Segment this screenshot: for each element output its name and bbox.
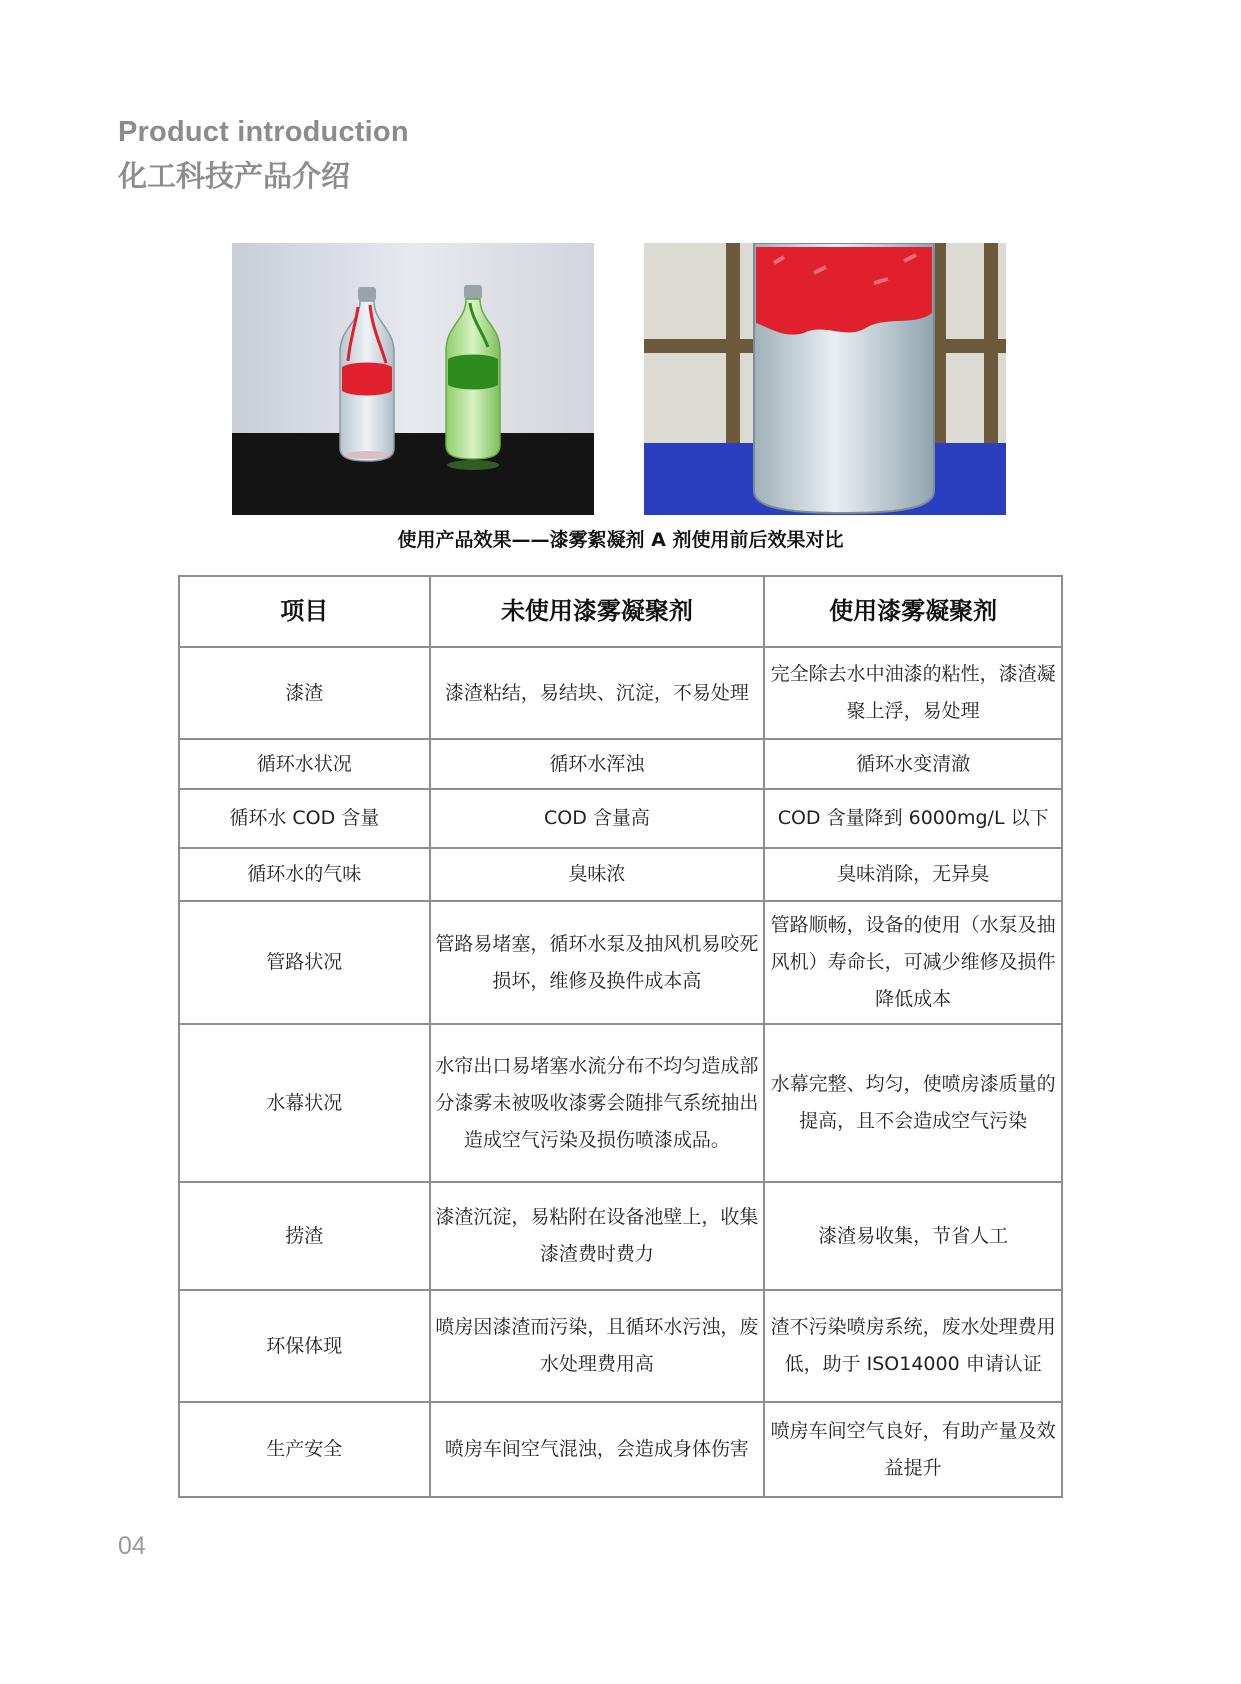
cell-with: 臭味消除，无异臭 bbox=[764, 848, 1062, 901]
photo-jar-closeup bbox=[644, 243, 1006, 515]
table-row bbox=[179, 1182, 1062, 1290]
cell-with: 完全除去水中油漆的粘性，漆渣凝聚上浮，易处理 bbox=[764, 647, 1062, 739]
bottles-illustration bbox=[232, 243, 594, 515]
cell-item: 循环水的气味 bbox=[179, 848, 430, 901]
cell-with: 水幕完整、均匀，使喷房漆质量的提高，且不会造成空气污染 bbox=[764, 1024, 1062, 1182]
cell-with: 循环水变清澈 bbox=[764, 739, 1062, 789]
cell-item: 管路状况 bbox=[179, 901, 430, 1024]
page-number: 04 bbox=[118, 1532, 146, 1560]
table-row bbox=[179, 647, 1062, 739]
cell-with: 喷房车间空气良好，有助产量及效益提升 bbox=[764, 1402, 1062, 1497]
cell-item: 生产安全 bbox=[179, 1402, 430, 1497]
table-row bbox=[179, 848, 1062, 901]
cell-without: 漆渣粘结，易结块、沉淀，不易处理 bbox=[430, 647, 765, 739]
header-without: 未使用漆雾凝聚剂 bbox=[430, 576, 765, 647]
heading-english: Product introduction bbox=[118, 116, 409, 148]
jar-illustration bbox=[644, 243, 1006, 515]
cell-with: 漆渣易收集，节省人工 bbox=[764, 1182, 1062, 1290]
cell-without: 循环水浑浊 bbox=[430, 739, 765, 789]
cell-without: COD 含量高 bbox=[430, 789, 765, 848]
cell-item: 漆渣 bbox=[179, 647, 430, 739]
table-row bbox=[179, 1402, 1062, 1497]
cell-item: 水幕状况 bbox=[179, 1024, 430, 1182]
table-row bbox=[179, 789, 1062, 848]
table-row bbox=[179, 1290, 1062, 1402]
cell-item: 循环水状况 bbox=[179, 739, 430, 789]
cell-item: 捞渣 bbox=[179, 1182, 430, 1290]
cell-without: 水帘出口易堵塞水流分布不均匀造成部分漆雾未被吸收漆雾会随排气系统抽出造成空气污染及损伤喷漆成品。 bbox=[430, 1024, 765, 1182]
header-with: 使用漆雾凝聚剂 bbox=[764, 576, 1062, 647]
cell-with: 渣不污染喷房系统，废水处理费用低，助于 ISO14000 申请认证 bbox=[764, 1290, 1062, 1402]
cell-without: 管路易堵塞，循环水泵及抽风机易咬死损坏，维修及换件成本高 bbox=[430, 901, 765, 1024]
cell-without: 喷房因漆渣而污染，且循环水污浊，废水处理费用高 bbox=[430, 1290, 765, 1402]
cell-item: 环保体现 bbox=[179, 1290, 430, 1402]
figure-caption: 使用产品效果——漆雾絮凝剂 A 剂使用前后效果对比 bbox=[397, 529, 844, 551]
table-row bbox=[179, 901, 1062, 1024]
comparison-table bbox=[178, 575, 1063, 1498]
table-row bbox=[179, 739, 1062, 789]
table-row bbox=[179, 1024, 1062, 1182]
table-header-row bbox=[179, 576, 1062, 647]
cell-with: 管路顺畅，设备的使用（水泵及抽风机）寿命长，可减少维修及损件降低成本 bbox=[764, 901, 1062, 1024]
heading-chinese: 化工科技产品介绍 bbox=[118, 159, 351, 193]
cell-without: 喷房车间空气混浊，会造成身体伤害 bbox=[430, 1402, 765, 1497]
cell-with: COD 含量降到 6000mg/L 以下 bbox=[764, 789, 1062, 848]
cell-item: 循环水 COD 含量 bbox=[179, 789, 430, 848]
cell-without: 臭味浓 bbox=[430, 848, 765, 901]
cell-without: 漆渣沉淀，易粘附在设备池壁上，收集漆渣费时费力 bbox=[430, 1182, 765, 1290]
photo-two-bottles bbox=[232, 243, 594, 515]
header-item: 项目 bbox=[179, 576, 430, 647]
